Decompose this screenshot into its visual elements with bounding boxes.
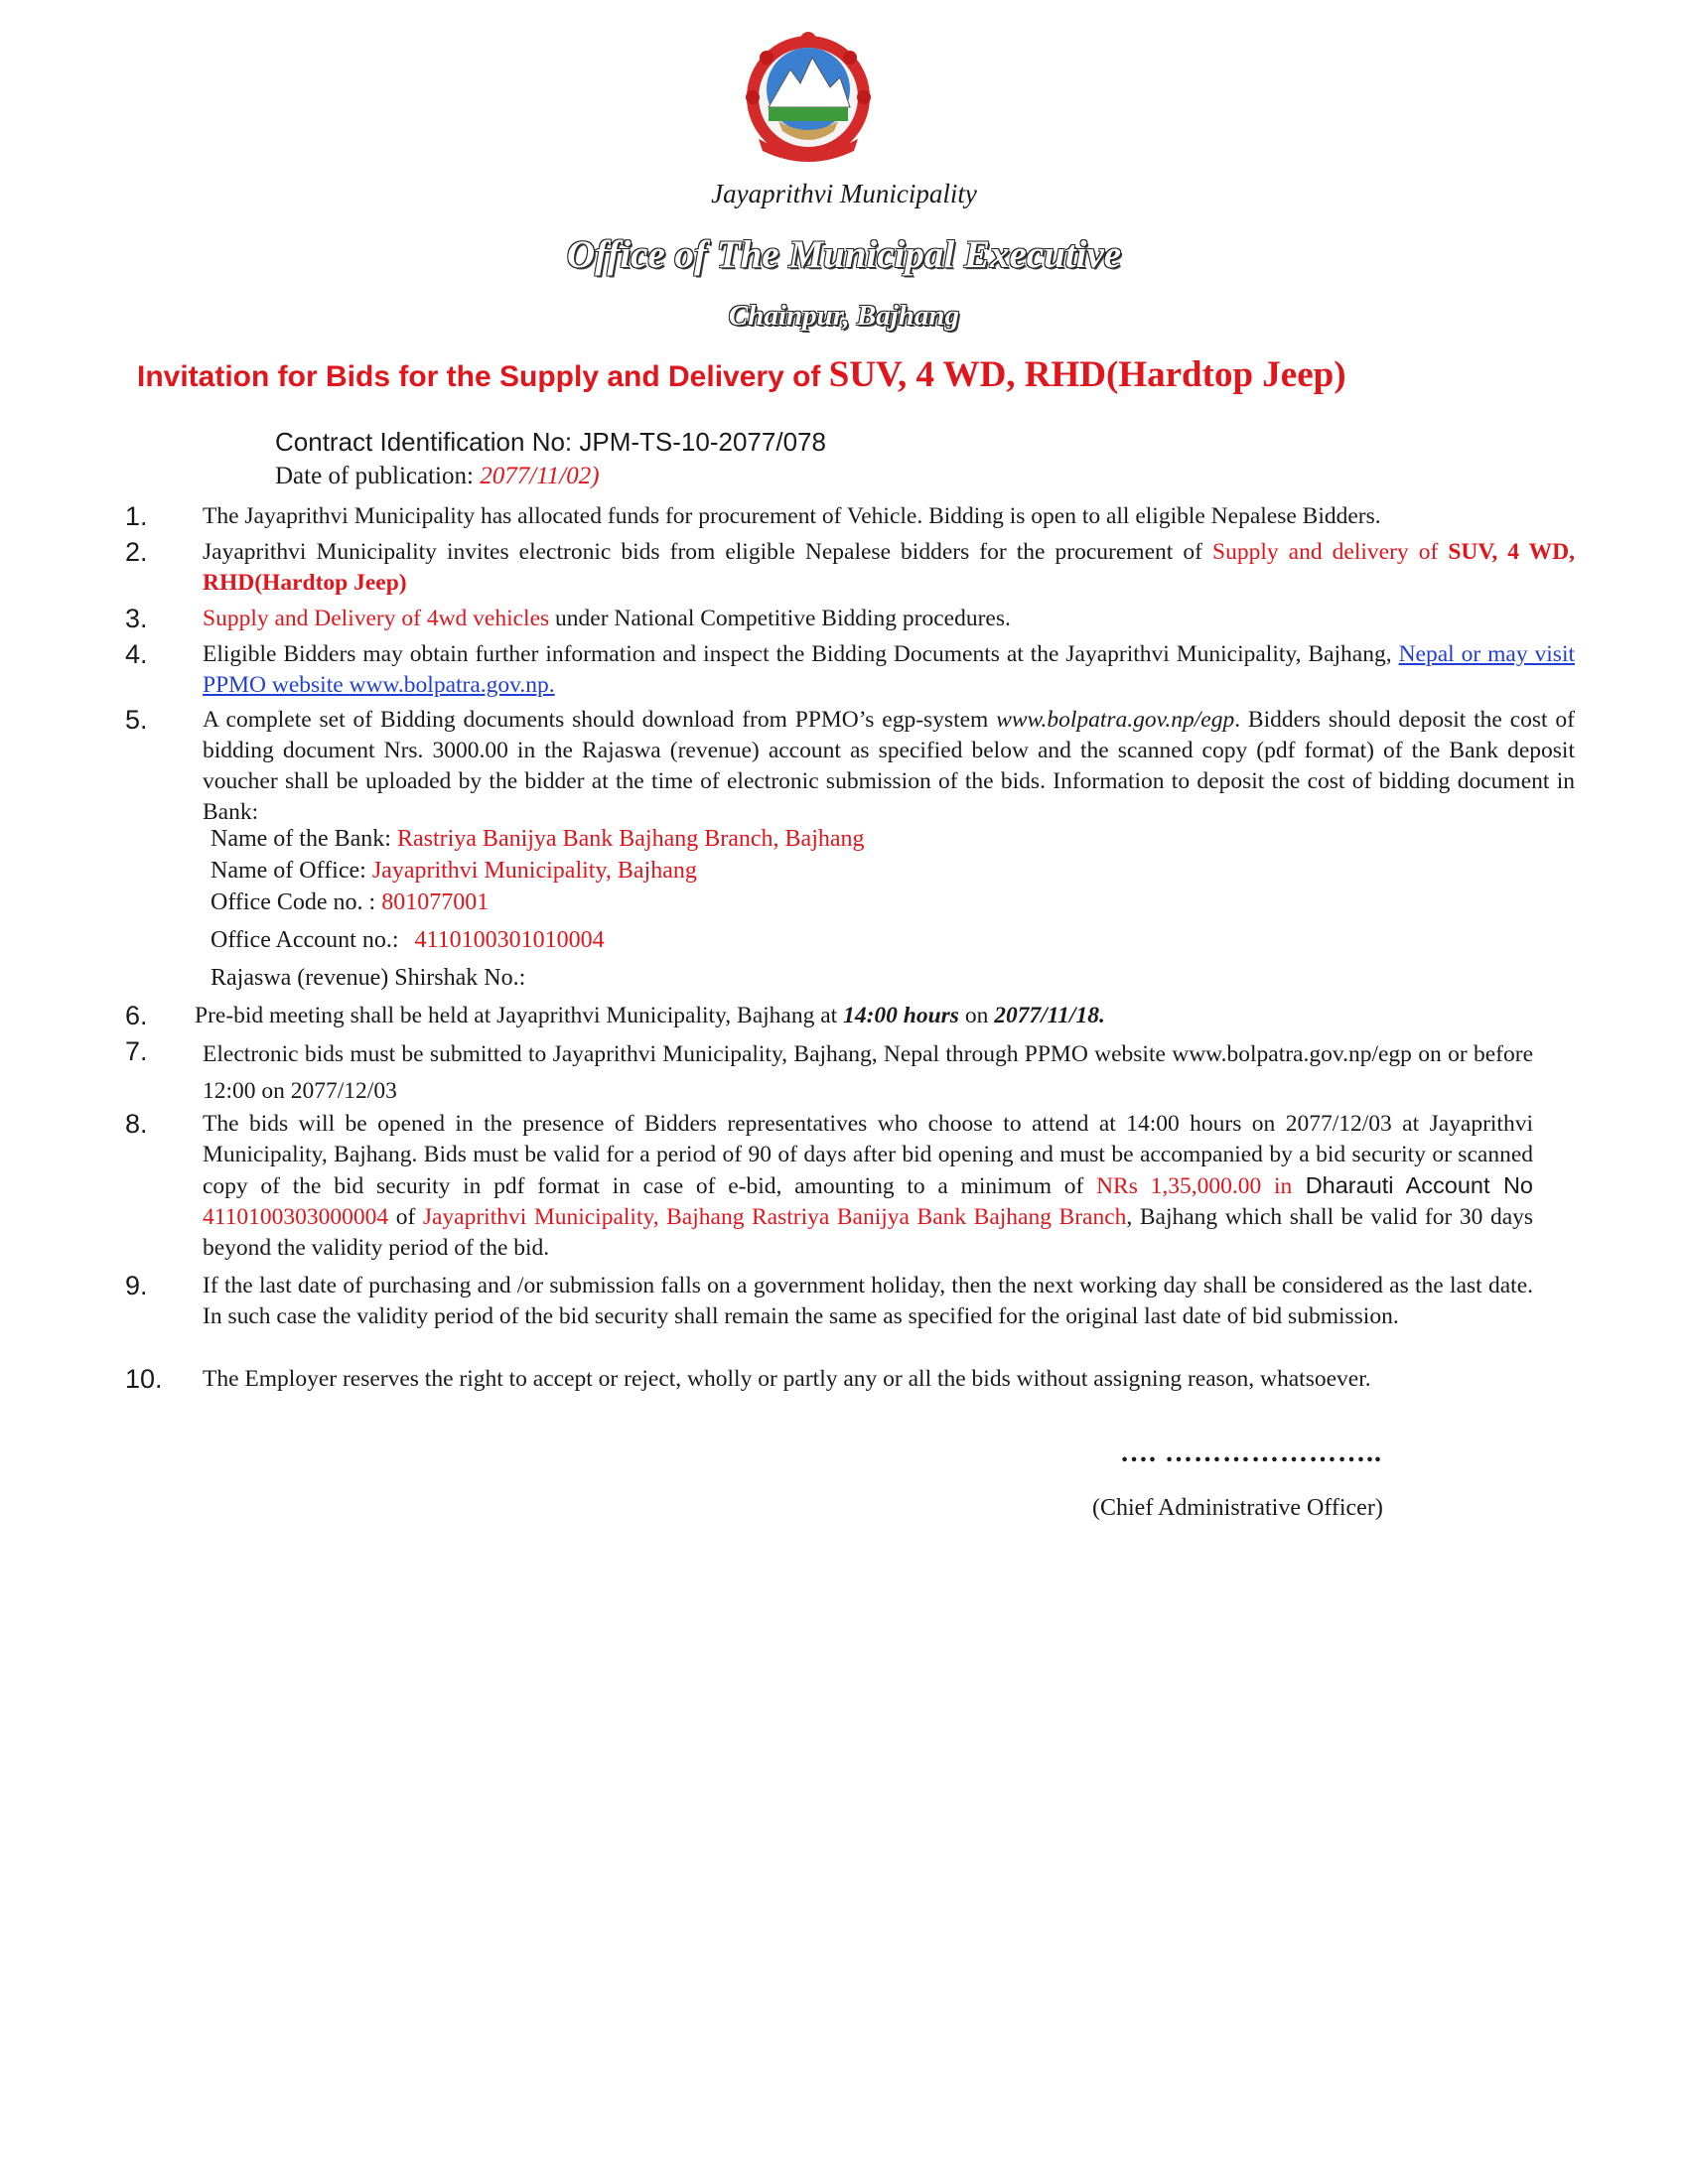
rajaswa-line xyxy=(211,965,525,992)
office-name-line xyxy=(211,858,697,885)
clause-text: under National Competitive Bidding procedures. xyxy=(549,606,1011,631)
office-account-label: Office Account no.: xyxy=(211,927,405,953)
clause-number: 10. xyxy=(125,1364,163,1394)
office-account-value: 4110100301010004 xyxy=(414,927,605,953)
publication-date xyxy=(275,463,600,490)
clause-8 xyxy=(125,1109,1575,1264)
clause-5 xyxy=(125,705,1575,828)
clause-7 xyxy=(125,1036,1575,1110)
clause-text-cont: on xyxy=(958,1003,995,1028)
clause-highlight: Supply and Delivery of 4wd vehicles xyxy=(203,606,550,631)
contract-id xyxy=(275,427,826,458)
clause-highlight-bold: SUV, 4 WD, RHD(Hardtop Jeep) xyxy=(203,539,1576,596)
clause-highlight: Supply and delivery of xyxy=(1212,539,1449,565)
dharauti-account: 4110100303000004 xyxy=(203,1204,389,1230)
clause-text-cont: . Bidders should deposit the cost of bidding document Nrs. 3000.00 in the Rajaswa (revenue) account as specified below and the scanned copy (pdf format) of the Bank deposit voucher shall be uploaded by the bidder at the time of electronic submission of the bids. Information to deposit the cost of bidding document in Bank: xyxy=(203,707,1576,825)
bid-security-amount: NRs 1,35,000.00 in xyxy=(1096,1173,1293,1199)
clause-number: 4. xyxy=(125,639,148,669)
clause-3 xyxy=(125,604,1575,634)
clause-text: Electronic bids must be submitted to Jayaprithvi Municipality, Bajhang, Nepal through PPMO website www.bolpatra.gov.np/egp on or before 12:00 on 2077/12/03 xyxy=(203,1041,1533,1104)
clause-text: A complete set of Bidding documents should download from PPMO’s egp-system xyxy=(203,707,997,733)
prebid-date: 2077/11/18. xyxy=(994,1003,1105,1028)
office-code-label: Office Code no. : xyxy=(211,889,382,915)
clause-10 xyxy=(125,1364,1575,1395)
contract-label: Contract Identification No: xyxy=(275,427,580,457)
bank-name-line xyxy=(211,826,865,853)
office-code-line xyxy=(211,889,489,916)
rajaswa-label: Rajaswa (revenue) Shirshak No.: xyxy=(211,965,526,991)
egp-url: www.bolpatra.gov.np/egp xyxy=(996,707,1235,733)
clause-text: The bids will be opened in the presence of Bidders representatives who choose to attend at 14:00 hours on 2077/12/03 at Jayaprithvi Municipality, Bajhang. Bids must be valid for a period of 90 of days after bid opening and must be accompanied by a bid security or scanned copy of the bid security in pdf format in case of e-bid, amounting to a minimum of xyxy=(203,1111,1533,1199)
office-location: Chainpur, Bajhang xyxy=(728,300,960,332)
clause-4 xyxy=(125,639,1575,701)
title-part1: Invitation for Bids for the Supply and Delivery of xyxy=(137,360,829,393)
clause-6 xyxy=(125,1001,1575,1031)
clause-text: If the last date of purchasing and /or submission falls on a government holiday, then the next working day shall be considered as the last date. In such case the validity period of the bid security shall remain the same as specified for the original last date of bid submission. xyxy=(203,1273,1533,1329)
clause-text: Eligible Bidders may obtain further information and inspect the Bidding Documents at the Jayaprithvi Municipality, Bajhang, xyxy=(203,641,1399,667)
office-title: Office of The Municipal Executive xyxy=(566,233,1122,276)
bank-name-label: Name of the Bank: xyxy=(211,826,397,852)
office-code-value: 801077001 xyxy=(381,889,490,915)
clause-number: 7. xyxy=(125,1036,148,1066)
clause-number: 1. xyxy=(125,501,148,531)
contract-value: JPM-TS-10-2077/078 xyxy=(579,427,826,457)
signature-line: …. ………………….. xyxy=(1120,1437,1382,1468)
document-title xyxy=(137,353,1688,396)
clause-number: 3. xyxy=(125,604,148,633)
dharauti-office: Jayaprithvi Municipality, Bajhang Rastriya Banijya Bank Bajhang Branch xyxy=(422,1204,1127,1230)
clause-number: 6. xyxy=(125,1001,148,1030)
signatory-title: (Chief Administrative Officer) xyxy=(1092,1495,1383,1521)
clause-text: Jayaprithvi Municipality invites electronic bids from eligible Nepalese bidders for the procurement of xyxy=(203,539,1212,565)
publication-label: Date of publication: xyxy=(275,463,481,489)
clause-text: Pre-bid meeting shall be held at Jayaprithvi Municipality, Bajhang at xyxy=(195,1003,844,1028)
clause-text: The Jayaprithvi Municipality has allocated funds for procurement of Vehicle. Bidding is open to all eligible Nepalese Bidders. xyxy=(203,503,1381,529)
office-account-line xyxy=(211,927,605,954)
nepal-coat-of-arms-icon xyxy=(739,28,878,167)
bank-name-value: Rastriya Banijya Bank Bajhang Branch, Bajhang xyxy=(396,826,865,852)
ppmo-website-link[interactable]: Nepal or may visit PPMO website www.bolpatra.gov.np. xyxy=(203,641,1575,698)
publication-value: 2077/11/02) xyxy=(480,463,600,489)
title-part2: SUV, 4 WD, RHD(Hardtop Jeep) xyxy=(828,354,1346,395)
clause-text-cont: Dharauti Account No xyxy=(1292,1172,1533,1198)
office-name-label: Name of Office: xyxy=(211,858,372,884)
clause-number: 9. xyxy=(125,1271,148,1300)
clause-number: 2. xyxy=(125,537,148,567)
prebid-time: 14:00 hours xyxy=(843,1003,959,1028)
office-name-value: Jayaprithvi Municipality, Bajhang xyxy=(371,858,697,884)
clause-1 xyxy=(125,501,1575,532)
clause-number: 8. xyxy=(125,1109,148,1139)
clause-text-of: of xyxy=(388,1204,423,1230)
clause-number: 5. xyxy=(125,705,148,735)
clause-text-end: , Bajhang which shall be valid for 30 days beyond the validity period of the bid. xyxy=(203,1204,1534,1261)
municipality-name: Jayaprithvi Municipality xyxy=(711,179,977,208)
clause-9 xyxy=(125,1271,1575,1332)
clause-text: The Employer reserves the right to accept or reject, wholly or partly any or all the bids without assigning reason, whatsoever. xyxy=(203,1366,1371,1392)
clause-2 xyxy=(125,537,1575,599)
